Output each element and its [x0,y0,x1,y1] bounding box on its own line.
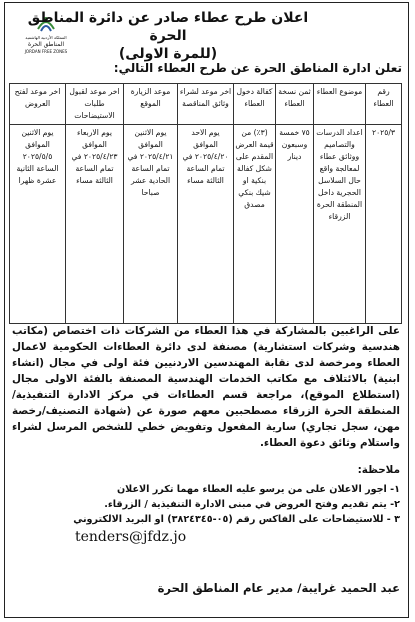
header-tender-number: رقم العطاء [366,84,402,125]
cell-opening-deadline: يوم الاثنين الموافق ٢٠٢٥/٥/٥ الساعة الثانية عشرة ظهرا [10,125,66,324]
header-opening-deadline: اخر موعد لفتح العروض [10,84,66,125]
cell-copy-price: ٧٥ خمسة وسبعون دينار [276,125,314,324]
note-item: ١- اجور الاعلان على من يرسو عليه العطاء مهما تكرر الاعلان [116,484,400,495]
tender-table [9,83,402,324]
advertisement-page [4,2,409,618]
notes-title: ملاحظة: [357,464,400,476]
logo-line-kingdom: المملكة الأردنية الهاشمية [25,35,67,40]
header-tender-subject: موضوع العطاء [314,84,366,125]
table-header-row [10,84,402,125]
note-item: ٢- يتم تقديم وفتح العروض في مبنى الادارة التنفيذية / الزرقاء. [104,499,400,510]
logo-line-free-zones: المناطق الحرة [27,41,65,48]
header-copy-price: ثمن نسخة العطاء [276,84,314,125]
note-item: ٣ - للاستيضاحات على الفاكس رقم (٠٥-٣٨٢٤٣٤٥) او البريد الالكتروني [73,514,400,525]
header-bid-bond: كفالة دخول العطاء [234,84,276,125]
title-line-2: (للمرة الاولى) [118,46,218,62]
header-site-visit: موعد الزيارة الموقع [124,84,178,125]
cell-bid-bond: (٣٪) من قيمة العرض المقدم على شكل كفالة بنكية او شيك بنكي مصدق [234,125,276,324]
eligibility-paragraph: على الراغبين بالمشاركة في هذا العطاء من الشركات ذات اختصاص (مكاتب هندسية وشركات استشارية) مصنفة لدى دائرة العطاءات الحكومية لاعمال العطاء ومرخصة لدى نقابة المهندسين الاردنيين فئة اولى في مجال (انشاء ابنية) بالائتلاف مع مكاتب الخدمات الهندسية المصنفة بالفئة الاولى مجال (استطلاع الموقع)، مراجعة قسم العطاءات في مركز الادارة التنفيذية/ المنطقة الحرة الزرقاء مصطحبين معهم صورة عن (شهادة التصنيف/رخصة مهن، سجل تجاري) سارية المفعول وتفويض خطي للشخص المرسل لشراء واستلام وثائق دعوة العطاء. [12,325,400,449]
notes-list [8,482,400,527]
intro-text: تعلن ادارة المناطق الحرة عن طرح العطاء التالي: [113,61,402,75]
cell-tender-subject: اعداد الدرسات والتصاميم ووثائق عطاء لمعالجة واقع حال السلاسل الحجرية داخل المنطقة الحرة الزرقاء [314,125,366,324]
cell-tender-number: ٢٠٢٥/٣ [366,125,402,324]
table-row [10,125,402,324]
contact-email-link[interactable]: tenders@jfdz.jo [75,529,187,545]
header-purchase-deadline: اخر موعد لشراء وثائق المناقصة [178,84,234,125]
page-title [18,9,318,63]
cell-site-visit: يوم الاثنين الموافق ٢٠٢٥/٤/٢١ في تمام الساعة الحادية عشر صباحا [124,125,178,324]
cell-purchase-deadline: يوم الاحد الموافق ٢٠٢٥/٤/٢٠ في تمام الساعة الثالثة مساء [178,125,234,324]
title-line-1: اعلان طرح عطاء صادر عن دائرة المناطق الحرة [27,10,309,44]
cell-clarification-deadline: يوم الاربعاء الموافق ٢٠٢٥/٤/٢٣ في تمام الساعة الثالثة مساء [66,125,124,324]
header-clarification-deadline: اخر موعد لقبول طلبات الاستيضاحات [66,84,124,125]
logo-line-english: JORDAN FREE ZONES [24,49,68,54]
signature: عبد الحميد غرايبة/ مدير عام المناطق الحرة [157,581,400,595]
